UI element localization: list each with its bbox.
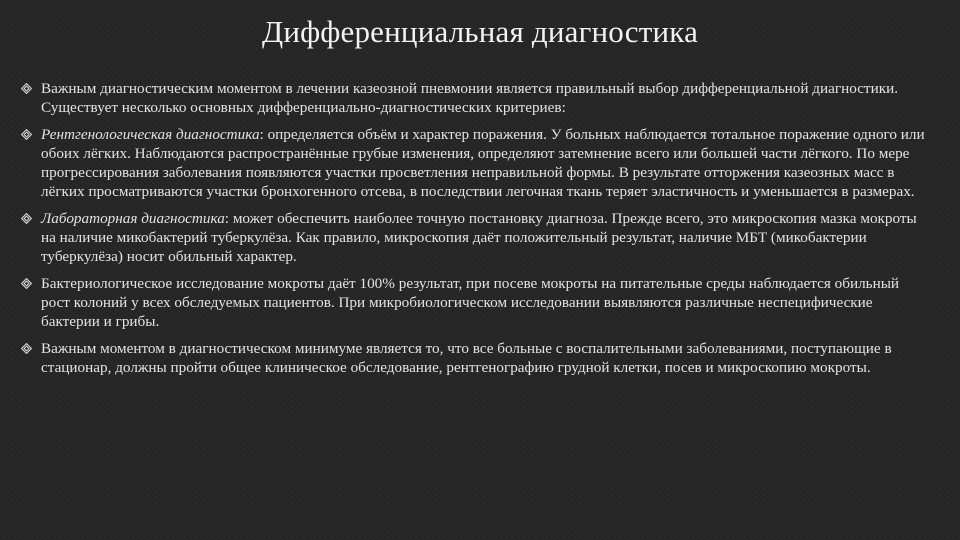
bullet-text: Важным моментом в диагностическом минимуме является то, что все больные с воспалительными заболеваниями, поступающие в стационар, должны пройти общее клиническое обследование, рентгенографию грудной клетки, посев и микроскопию мокроты. xyxy=(41,340,892,376)
bullet-item xyxy=(20,339,925,377)
slide-title: Дифференциальная диагностика xyxy=(261,14,699,49)
bullet-lead: Лабораторная диагностика xyxy=(41,210,225,227)
bullet-text: : определяется объём и характер поражения. У больных наблюдается тотальное поражение одного или обоих лёгких. Наблюдаются распространённые грубые изменения, определяют затемнение всего или большей части лёгкого. По мере прогрессирования заболевания появляются участки просветления неправильной формы. В результате отторжения казеозных масс в лёгких просматриваются участки бронхогенного отсева, в последствии легочная ткань теряет эластичность и уменьшается в размерах. xyxy=(41,126,925,200)
bullet-item xyxy=(20,274,925,331)
bullet-text: : может обеспечить наиболее точную постановку диагноза. Прежде всего, это микроскопия мазка мокроты на наличие микобактерий туберкулёза. Как правило, микроскопия даёт положительный результат, наличие МБТ (микобактерии туберкулёза) носит обильный характер. xyxy=(41,210,917,265)
diamond-bullet-icon xyxy=(21,83,32,94)
bullet-text: Бактериологическое исследование мокроты даёт 100% результат, при посеве мокроты на питательные среды наблюдается обильный рост колоний у всех обследуемых пациентов. При микробиологическом исследовании выявляются различные неспецифические бактерии и грибы. xyxy=(41,275,900,330)
bullet-lead: Рентгенологическая диагностика xyxy=(41,126,260,143)
bullet-item xyxy=(20,125,925,201)
bullet-list xyxy=(20,79,925,377)
bullet-item xyxy=(20,209,925,266)
diamond-bullet-icon xyxy=(21,213,32,224)
bullet-text: Важным диагностическим моментом в лечении казеозной пневмонии является правильный выбор дифференциальной диагностики. Существует несколько основных дифференциально-диагностических критериев: xyxy=(41,80,899,116)
diamond-bullet-icon xyxy=(21,129,32,140)
bullet-item xyxy=(20,79,925,117)
diamond-bullet-icon xyxy=(21,278,32,289)
diamond-bullet-icon xyxy=(21,343,32,354)
